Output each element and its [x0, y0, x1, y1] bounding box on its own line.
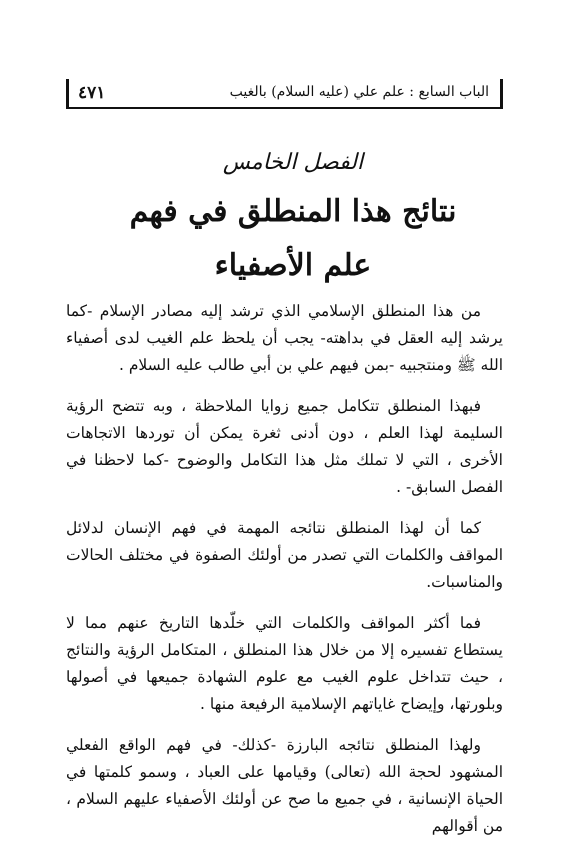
header-right-bar — [500, 79, 503, 109]
page-title-line-2: علم الأصفياء — [214, 248, 372, 283]
paragraph-5: ولهذا المنطلق نتائجه البارزة -كذلك- في فهم الواقع الفعلي المشهود لحجة الله (تعالى) وقيامها على العباد ، وسمو كلمتها في الحياة الإنسانية ، في جميع ما صح عن أولئك الأصفياء عليهم السلام ، من أقوالهم — [66, 736, 503, 835]
header-left-bar — [66, 79, 69, 109]
running-header — [66, 79, 503, 109]
header-rule — [69, 107, 500, 109]
paragraph-3: كما أن لهذا المنطلق نتائجه المهمة في فهم الإنسان لدلائل المواقف والكلمات التي تصدر من أولئك الصفوة في مختلف الحالات والمناسبات. — [66, 519, 503, 591]
body-text — [66, 298, 503, 854]
page-number: ٤٧١ — [78, 83, 106, 103]
paragraph-4: فما أكثر المواقف والكلمات التي خلّدها التاريخ عنهم مما لا يستطاع تفسيره إلا من خلال هذا المنطلق ، المتكامل الرؤية والنتائج ، حيث تتداخل علوم الغيب مع علوم الشهادة جميعها في أصولها وبلورتها، وإيضاح غاياتهم الإسلامية الرفيعة منها . — [66, 614, 503, 713]
chapter-title: الباب السابع : علم علي (عليه السلام) بالغيب — [229, 84, 489, 100]
paragraph-2: فبهذا المنطلق تتكامل جميع زوايا الملاحظة ، وبه تتضح الرؤية السليمة لهذا العلم ، دون أدنى ثغرة يمكن أن توردها الاتجاهات الأخرى ، التي لا تملك مثل هذا التكامل والوضوح -كما لاحظنا في الفصل السابق- . — [66, 397, 503, 496]
page-title-line-1: نتائج هذا المنطلق في فهم — [129, 194, 457, 229]
paragraph-1: من هذا المنطلق الإسلامي الذي ترشد إليه مصادر الإسلام -كما يرشد إليه العقل في بداهته- يجب أن يلحظ علم الغيب لدى أصفياء الله ﷺ ومنتجبيه -بمن فيهم علي بن أبي طالب عليه السلام . — [66, 302, 503, 374]
section-label: الفصل الخامس — [222, 150, 364, 175]
